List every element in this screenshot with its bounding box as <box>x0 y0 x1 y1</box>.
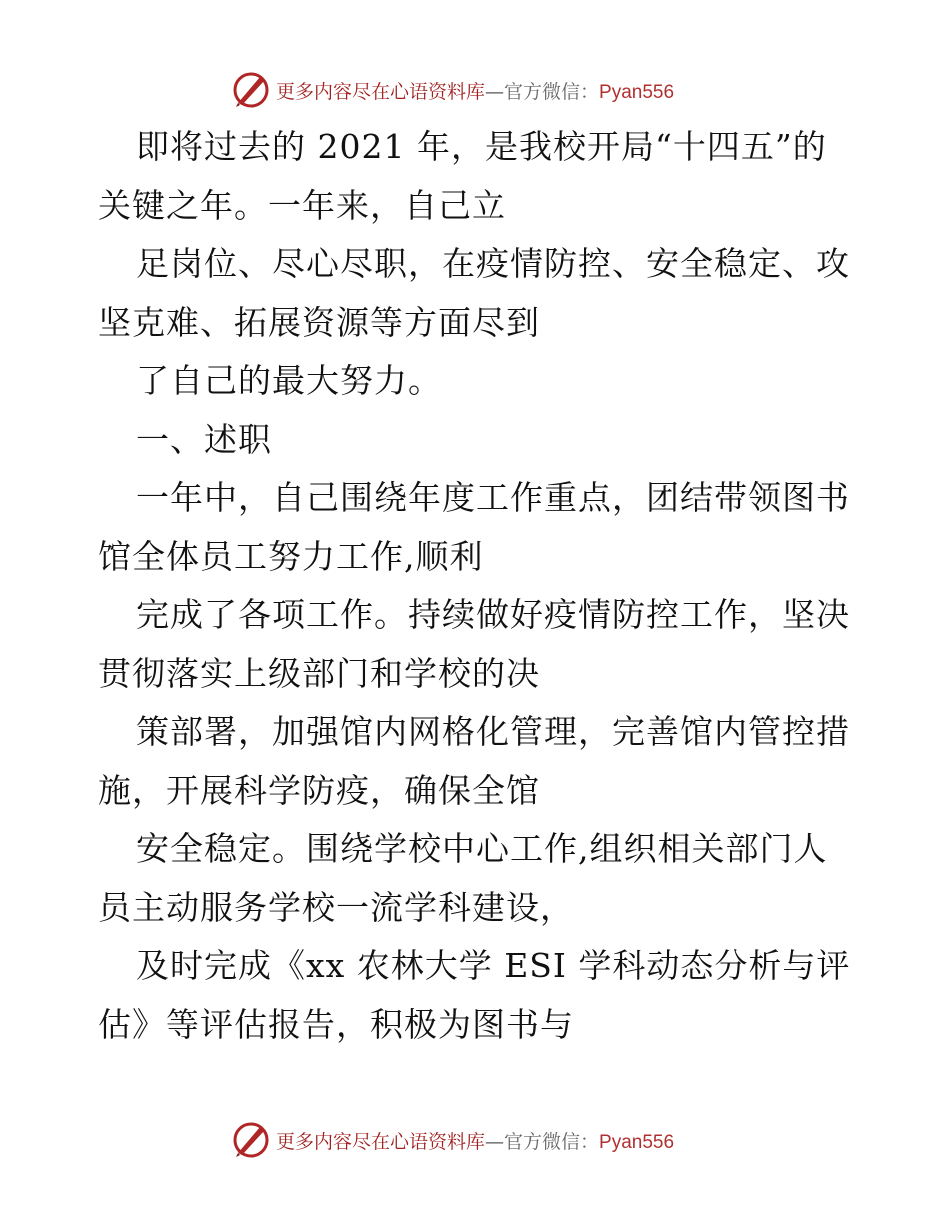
body-line: 关键之年。一年来，自己立 <box>98 185 506 225</box>
body-line: 策部署，加强馆内网格化管理，完善馆内管控措 <box>136 712 850 751</box>
banner-wechat-label: 官方微信： <box>504 1130 600 1153</box>
banner-wechat-id: Pyan556 <box>599 81 675 103</box>
body-line: 馆全体员工努力工作,顺利 <box>98 536 484 576</box>
body-line: 施，开展科学防疫，确保全馆 <box>98 770 540 810</box>
body-line: 坚克难、拓展资源等方面尽到 <box>98 302 540 342</box>
body-line: 安全稳定。围绕学校中心工作,组织相关部门人 <box>136 829 828 868</box>
body-line: 完成了各项工作。持续做好疫情防控工作，坚决 <box>136 595 850 634</box>
body-line: 即将过去的 2021 年，是我校开局“十四五”的 <box>136 127 827 166</box>
body-line: 了自己的最大努力。 <box>136 361 442 400</box>
banner-main: 更多内容尽在心语资料库 <box>276 80 486 103</box>
quill-pen-icon <box>230 69 272 111</box>
banner-wechat-label: 官方微信： <box>504 80 600 103</box>
banner-text <box>276 77 674 104</box>
body-line: 贯彻落实上级部门和学校的决 <box>98 653 540 693</box>
header-banner <box>230 68 750 112</box>
section-heading: 一、述职 <box>136 419 272 459</box>
banner-text <box>276 1127 674 1154</box>
body-line: 一年中，自己围绕年度工作重点，团结带领图书 <box>136 478 850 517</box>
body-line: 及时完成《xx 农林大学 ESI 学科动态分析与评 <box>136 946 851 985</box>
banner-main: 更多内容尽在心语资料库 <box>276 1130 486 1153</box>
banner-separator: — <box>485 80 505 103</box>
document-body <box>98 118 858 1054</box>
body-line: 足岗位、尽心尽职，在疫情防控、安全稳定、攻 <box>136 244 850 283</box>
banner-separator: — <box>485 1130 505 1153</box>
banner-wechat-id: Pyan556 <box>599 1131 675 1153</box>
body-line: 员主动服务学校一流学科建设， <box>98 887 574 927</box>
body-line: 估》等评估报告，积极为图书与 <box>98 1004 574 1044</box>
quill-pen-icon <box>230 1119 272 1161</box>
footer-banner <box>230 1118 750 1162</box>
